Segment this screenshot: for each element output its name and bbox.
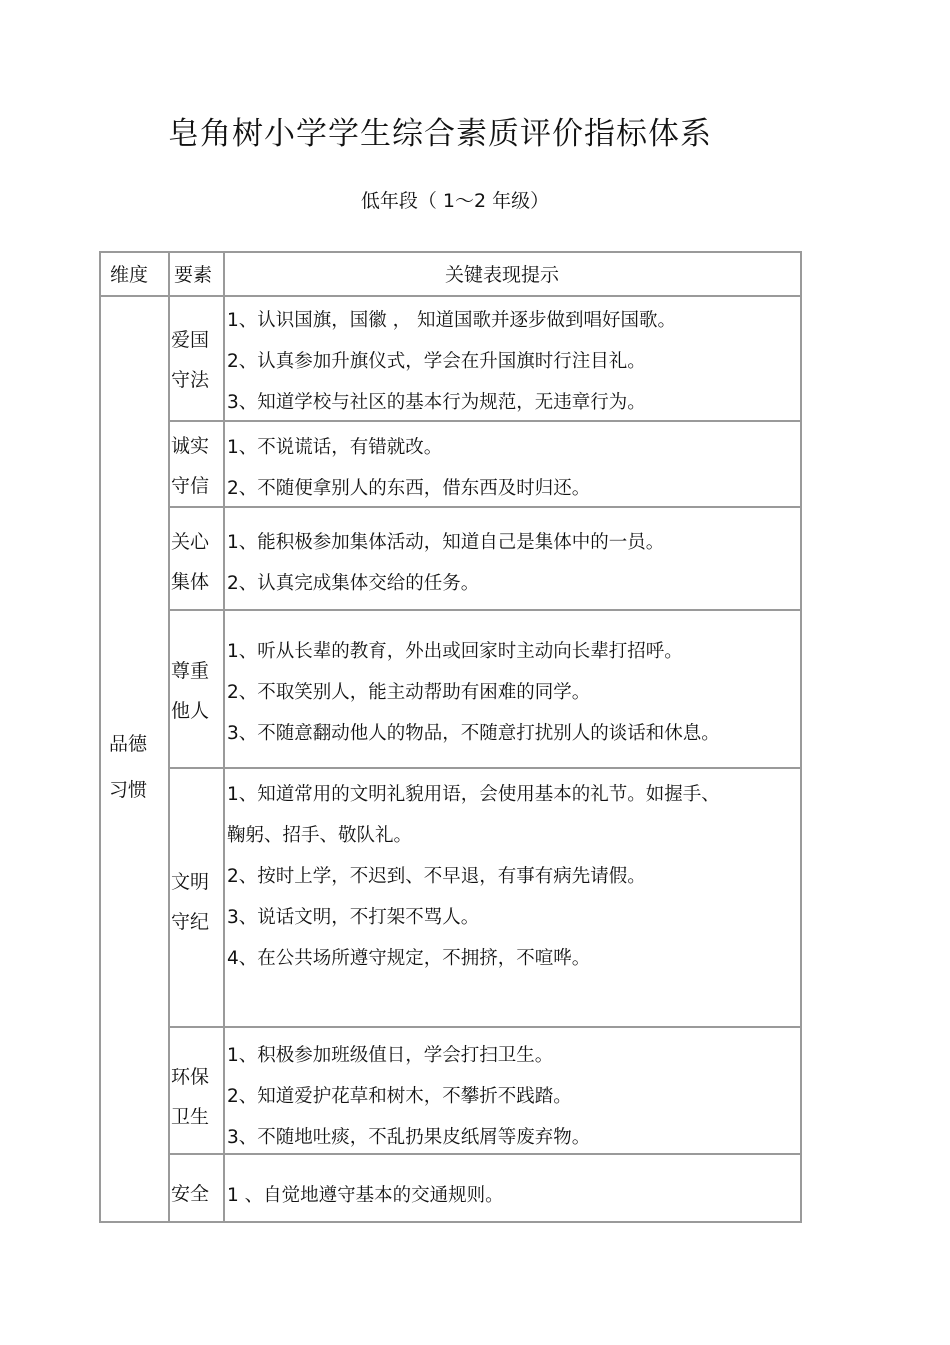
list-item: 2、认真参加升旗仪式，学会在升国旗时行注目礼。 [227, 351, 646, 372]
dimension-cell [109, 721, 159, 813]
item-list [227, 1035, 590, 1158]
list-item: 3、不随地吐痰，不乱扔果皮纸屑等废弃物。 [227, 1127, 591, 1148]
element-cell [171, 651, 221, 731]
table-border-right [800, 251, 802, 1223]
dimension-label: 品德 [109, 733, 148, 755]
document-title: 皂角树小学学生综合素质评价指标体系 [168, 116, 712, 152]
list-item: 1、听从长辈的教育，外出或回家时主动向长辈打招呼。 [227, 641, 683, 662]
element-cell [171, 522, 221, 602]
element-label: 卫生 [171, 1106, 210, 1128]
list-item: 4、在公共场所遵守规定，不拥挤，不喧哗。 [227, 948, 591, 969]
row-divider [168, 767, 802, 769]
list-item: 1 、自觉地遵守基本的交通规则。 [227, 1185, 504, 1206]
list-item: 1、认识国旗，国徽 ， 知道国歌并逐步做到唱好国歌。 [227, 310, 677, 331]
row-divider [168, 609, 802, 611]
table-border-left [99, 251, 101, 1223]
list-item: 2、不取笑别人，能主动帮助有困难的同学。 [227, 682, 591, 703]
list-item: 1、积极参加班级值日，学会打扫卫生。 [227, 1045, 554, 1066]
column-divider-2 [223, 251, 225, 1223]
table-border-bottom [99, 1221, 802, 1223]
item-list [227, 300, 676, 423]
element-label: 爱国 [171, 329, 210, 351]
element-label: 尊重 [171, 660, 210, 682]
item-list [227, 631, 720, 754]
list-item: 1、能积极参加集体活动，知道自己是集体中的一员。 [227, 532, 665, 553]
element-label: 环保 [171, 1066, 210, 1088]
list-item: 2、按时上学，不迟到、不早退，有事有病先请假。 [227, 866, 646, 887]
header-key-performance: 关键表现提示 [445, 264, 560, 286]
element-cell [171, 320, 221, 400]
element-label: 文明 [171, 871, 210, 893]
header-divider [99, 295, 802, 297]
row-divider [168, 1026, 802, 1028]
element-label: 安全 [171, 1183, 210, 1205]
list-item: 3、不随意翻动他人的物品，不随意打扰别人的谈话和休息。 [227, 723, 720, 744]
list-item: 鞠躬、招手、敬队礼。 [227, 825, 413, 846]
element-cell [171, 1057, 221, 1137]
header-dimension: 维度 [110, 264, 149, 286]
element-cell [171, 426, 221, 506]
item-list [227, 522, 664, 604]
dimension-label: 习惯 [109, 779, 148, 801]
header-element: 要素 [174, 264, 213, 286]
list-item: 1、知道常用的文明礼貌用语，会使用基本的礼节。如握手、 [227, 784, 720, 805]
document-subtitle: 低年段（ 1～2 年级） [360, 190, 550, 212]
list-item: 3、说话文明，不打架不骂人。 [227, 907, 480, 928]
element-label: 集体 [171, 571, 210, 593]
element-label: 守法 [171, 369, 210, 391]
list-item: 2、知道爱护花草和树木，不攀折不践踏。 [227, 1086, 572, 1107]
element-label: 守纪 [171, 911, 210, 933]
element-label: 他人 [171, 700, 210, 722]
item-list [227, 774, 720, 979]
element-cell [171, 1174, 221, 1214]
table-border-top [99, 251, 802, 253]
element-label: 守信 [171, 475, 210, 497]
list-item: 1、不说谎话，有错就改。 [227, 437, 443, 458]
item-list [227, 427, 590, 509]
list-item: 2、不随便拿别人的东西，借东西及时归还。 [227, 478, 591, 499]
list-item: 2、认真完成集体交给的任务。 [227, 573, 480, 594]
list-item: 3、知道学校与社区的基本行为规范，无违章行为。 [227, 392, 646, 413]
evaluation-table [99, 251, 802, 1223]
column-divider-1 [168, 251, 170, 1223]
element-cell [171, 862, 221, 942]
element-label: 诚实 [171, 435, 210, 457]
element-label: 关心 [171, 531, 210, 553]
item-list [227, 1175, 504, 1216]
